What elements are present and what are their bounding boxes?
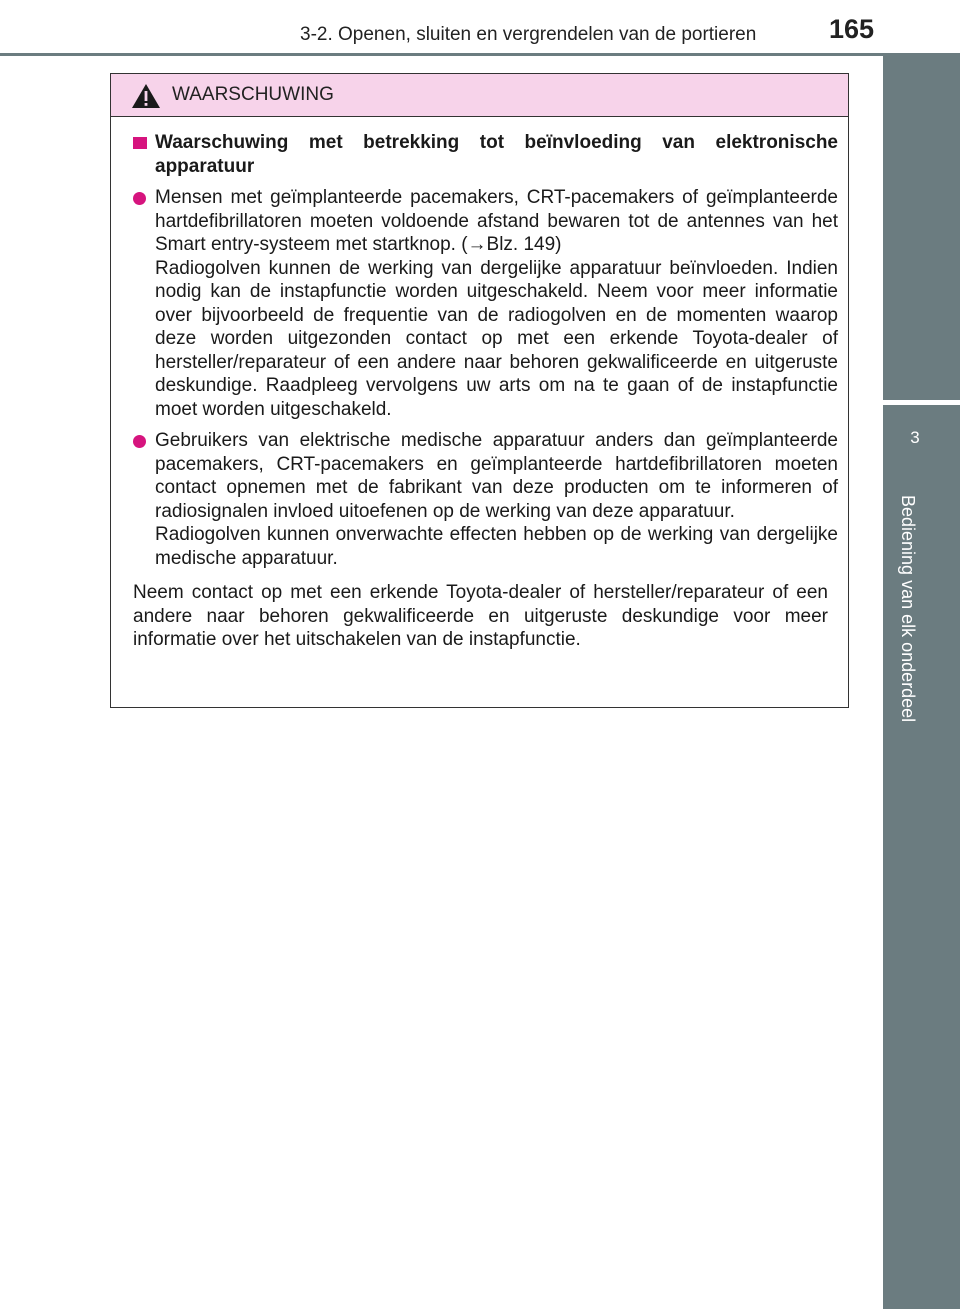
round-bullet-icon — [133, 192, 146, 205]
list-item — [133, 429, 838, 570]
list-item — [133, 186, 838, 421]
warning-body — [111, 117, 848, 652]
paragraph: Radiogolven kunnen de werking van dergelijke apparatuur beïnvloeden. Indien nodig kan de instapfunctie worden uitgeschakeld. Neem voor meer informatie over bijvoorbeeld de frequentie van de radiogolven en de momenten waarop deze worden uitgezonden contact op met een erkende Toyota-dealer of hersteller/reparateur of een andere naar behoren gekwalificeerde en uitgeruste deskundige. Raadpleeg vervolgens uw arts om na te gaan of de instapfunctie moet worden uitgeschakeld. — [155, 257, 838, 420]
paragraph: Radiogolven kunnen onverwachte effecten hebben op de werking van dergelijke medische apparatuur. — [155, 524, 838, 569]
chapter-title: Bediening van elk onderdeel — [898, 495, 918, 723]
chapter-number: 3 — [910, 428, 920, 447]
section-heading — [133, 131, 838, 178]
side-tab-upper — [883, 55, 960, 400]
chapter-side-tab — [883, 405, 960, 1309]
section-heading-text: Waarschuwing met betrekking tot beïnvloeding van elektronische apparatuur — [155, 132, 838, 177]
list-item-text — [155, 186, 838, 421]
warning-title: WAARSCHUWING — [172, 84, 334, 105]
list-item-text — [155, 429, 838, 570]
warning-header — [111, 74, 848, 117]
round-bullet-icon — [133, 435, 146, 448]
page-header-title: 3-2. Openen, sluiten en vergrendelen van de portieren — [300, 24, 757, 45]
square-bullet-icon — [133, 137, 147, 149]
warning-triangle-icon — [131, 83, 161, 109]
paragraph: Mensen met geïmplanteerde pacemakers, CRT-pacemakers of geïmplanteerde hartdefibrillatoren moeten voldoende afstand bewaren tot de antennes van het Smart entry-systeem met startknop. (→Blz. 149) — [155, 187, 838, 255]
page-number: 165 — [829, 14, 875, 44]
closing-note: Neem contact op met een erkende Toyota-dealer of hersteller/reparateur of een andere naar behoren gekwalificeerde en uitgeruste deskundige voor meer informatie over het uitschakelen van de instapfunctie. — [133, 582, 828, 650]
header-divider — [0, 53, 960, 56]
warning-box — [110, 73, 849, 708]
paragraph: Gebruikers van elektrische medische apparatuur anders dan geïmplanteerde pacemakers, CRT-pacemakers en geïmplanteerde hartdefibrillatoren moeten contact opnemen met de fabrikant van deze producten om te informeren of radiosignalen invloed uitoefenen op de werking van deze apparatuur. — [155, 430, 838, 522]
